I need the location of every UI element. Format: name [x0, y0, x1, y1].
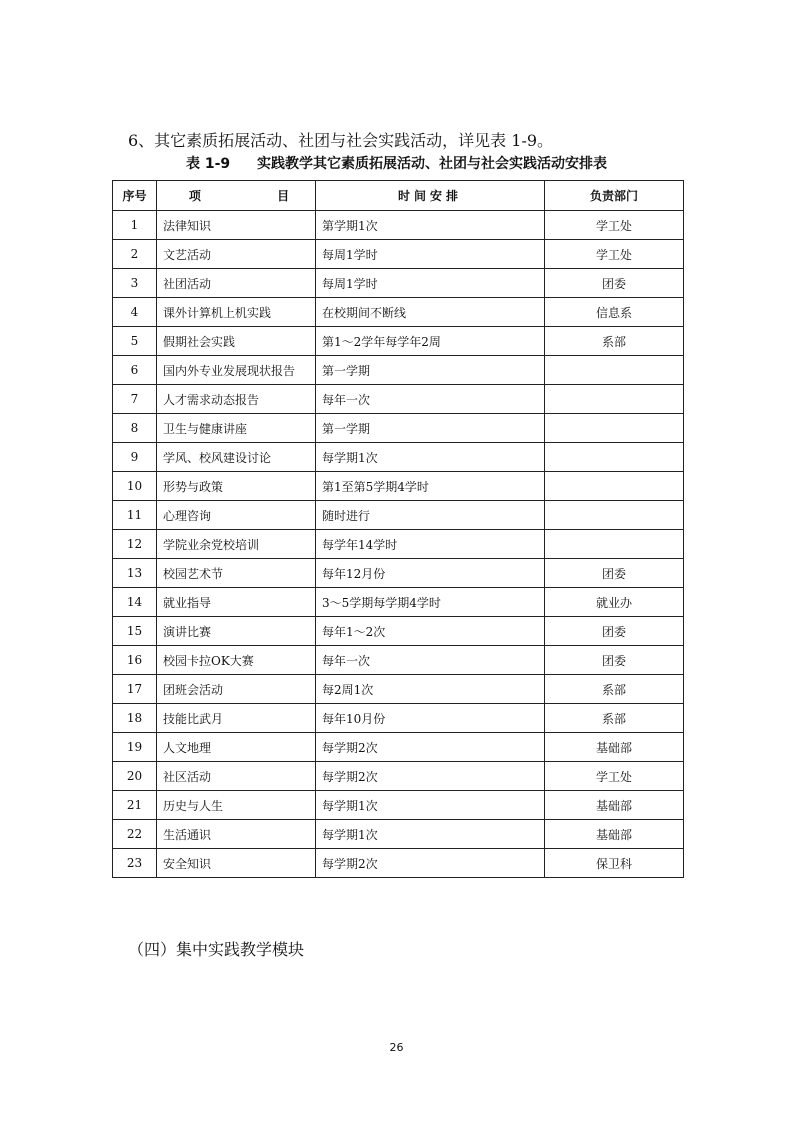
cell-item: 卫生与健康讲座 [157, 414, 316, 443]
cell-dept: 基础部 [545, 733, 684, 762]
cell-no: 15 [113, 617, 157, 646]
cell-no: 13 [113, 559, 157, 588]
table-body [113, 211, 684, 878]
cell-item: 心理咨询 [157, 501, 316, 530]
cell-no: 9 [113, 443, 157, 472]
table-row [113, 327, 684, 356]
cell-schedule: 每年一次 [316, 385, 545, 414]
cell-item: 生活通识 [157, 820, 316, 849]
cell-item: 历史与人生 [157, 791, 316, 820]
cell-no: 1 [113, 211, 157, 240]
cell-item: 人才需求动态报告 [157, 385, 316, 414]
table-row [113, 762, 684, 791]
table-row [113, 501, 684, 530]
cell-schedule: 每年12月份 [316, 559, 545, 588]
cell-dept: 学工处 [545, 762, 684, 791]
cell-dept [545, 356, 684, 385]
cell-item: 校园艺术节 [157, 559, 316, 588]
cell-dept: 基础部 [545, 791, 684, 820]
activity-schedule-table [112, 180, 684, 878]
table-row [113, 820, 684, 849]
cell-no: 5 [113, 327, 157, 356]
header-no: 序号 [113, 181, 157, 211]
cell-schedule: 每学期1次 [316, 791, 545, 820]
cell-dept: 保卫科 [545, 849, 684, 878]
cell-item: 学风、校风建设讨论 [157, 443, 316, 472]
cell-dept: 团委 [545, 646, 684, 675]
cell-no: 22 [113, 820, 157, 849]
cell-no: 2 [113, 240, 157, 269]
cell-dept [545, 414, 684, 443]
cell-schedule: 每年10月份 [316, 704, 545, 733]
table-caption [0, 153, 793, 173]
cell-item: 课外计算机上机实践 [157, 298, 316, 327]
cell-dept: 团委 [545, 269, 684, 298]
header-item-b: 目 [277, 189, 290, 203]
table-row [113, 791, 684, 820]
cell-item: 法律知识 [157, 211, 316, 240]
cell-no: 4 [113, 298, 157, 327]
cell-dept: 团委 [545, 617, 684, 646]
cell-no: 18 [113, 704, 157, 733]
cell-item: 社团活动 [157, 269, 316, 298]
cell-item: 假期社会实践 [157, 327, 316, 356]
cell-item: 团班会活动 [157, 675, 316, 704]
cell-no: 14 [113, 588, 157, 617]
table-row [113, 385, 684, 414]
cell-schedule: 第学期1次 [316, 211, 545, 240]
cell-no: 17 [113, 675, 157, 704]
cell-schedule: 每学期1次 [316, 443, 545, 472]
cell-schedule: 每学期2次 [316, 762, 545, 791]
table-row [113, 298, 684, 327]
header-item [157, 181, 316, 211]
cell-item: 形势与政策 [157, 472, 316, 501]
cell-dept: 学工处 [545, 211, 684, 240]
cell-schedule: 每年一次 [316, 646, 545, 675]
cell-dept: 就业办 [545, 588, 684, 617]
table-row [113, 211, 684, 240]
table-row [113, 588, 684, 617]
cell-dept: 系部 [545, 704, 684, 733]
table-row [113, 849, 684, 878]
table-row [113, 472, 684, 501]
table-row [113, 675, 684, 704]
cell-no: 19 [113, 733, 157, 762]
intro-paragraph: 6、其它素质拓展活动、社团与社会实践活动，详见表 1-9。 [128, 131, 554, 150]
cell-no: 3 [113, 269, 157, 298]
cell-item: 文艺活动 [157, 240, 316, 269]
cell-schedule: 每学期2次 [316, 733, 545, 762]
table-row [113, 240, 684, 269]
cell-schedule: 每学年14学时 [316, 530, 545, 559]
table-row [113, 646, 684, 675]
cell-dept: 基础部 [545, 820, 684, 849]
cell-no: 8 [113, 414, 157, 443]
cell-no: 12 [113, 530, 157, 559]
table-row [113, 530, 684, 559]
cell-dept [545, 385, 684, 414]
cell-schedule: 每2周1次 [316, 675, 545, 704]
cell-dept: 团委 [545, 559, 684, 588]
cell-item: 人文地理 [157, 733, 316, 762]
table-row [113, 414, 684, 443]
cell-dept: 学工处 [545, 240, 684, 269]
cell-schedule: 每周1学时 [316, 269, 545, 298]
cell-no: 10 [113, 472, 157, 501]
cell-item: 演讲比赛 [157, 617, 316, 646]
cell-no: 7 [113, 385, 157, 414]
table-row [113, 704, 684, 733]
cell-dept: 系部 [545, 675, 684, 704]
cell-no: 11 [113, 501, 157, 530]
cell-schedule: 每年1～2次 [316, 617, 545, 646]
table-row [113, 617, 684, 646]
cell-dept: 系部 [545, 327, 684, 356]
header-dept: 负责部门 [545, 181, 684, 211]
page-number: 26 [389, 1041, 404, 1054]
cell-schedule: 第1至第5学期4学时 [316, 472, 545, 501]
cell-no: 23 [113, 849, 157, 878]
cell-schedule: 第1～2学年每学年2周 [316, 327, 545, 356]
cell-dept [545, 443, 684, 472]
cell-item: 学院业余党校培训 [157, 530, 316, 559]
cell-item: 技能比武月 [157, 704, 316, 733]
header-item-a: 项 [188, 189, 201, 203]
table-row [113, 559, 684, 588]
table-row [113, 733, 684, 762]
cell-dept: 信息系 [545, 298, 684, 327]
section-heading: （四）集中实践教学模块 [128, 940, 305, 959]
cell-dept [545, 472, 684, 501]
cell-dept [545, 530, 684, 559]
cell-no: 6 [113, 356, 157, 385]
table-header-row [113, 181, 684, 211]
table-row [113, 356, 684, 385]
cell-schedule: 每学期2次 [316, 849, 545, 878]
table-row [113, 443, 684, 472]
table-caption-number: 表 1-9 [185, 156, 231, 172]
cell-item: 就业指导 [157, 588, 316, 617]
cell-item: 安全知识 [157, 849, 316, 878]
cell-schedule: 随时进行 [316, 501, 545, 530]
cell-schedule: 第一学期 [316, 356, 545, 385]
cell-item: 校园卡拉OK大赛 [157, 646, 316, 675]
cell-no: 21 [113, 791, 157, 820]
cell-item: 社区活动 [157, 762, 316, 791]
cell-schedule: 3～5学期每学期4学时 [316, 588, 545, 617]
cell-no: 20 [113, 762, 157, 791]
cell-schedule: 第一学期 [316, 414, 545, 443]
cell-no: 16 [113, 646, 157, 675]
cell-dept [545, 501, 684, 530]
cell-schedule: 在校期间不断线 [316, 298, 545, 327]
cell-schedule: 每学期1次 [316, 820, 545, 849]
header-schedule: 时间安排 [316, 181, 545, 211]
table-caption-title: 实践教学其它素质拓展活动、社团与社会实践活动安排表 [257, 156, 608, 172]
table-row [113, 269, 684, 298]
cell-schedule: 每周1学时 [316, 240, 545, 269]
cell-item: 国内外专业发展现状报告 [157, 356, 316, 385]
